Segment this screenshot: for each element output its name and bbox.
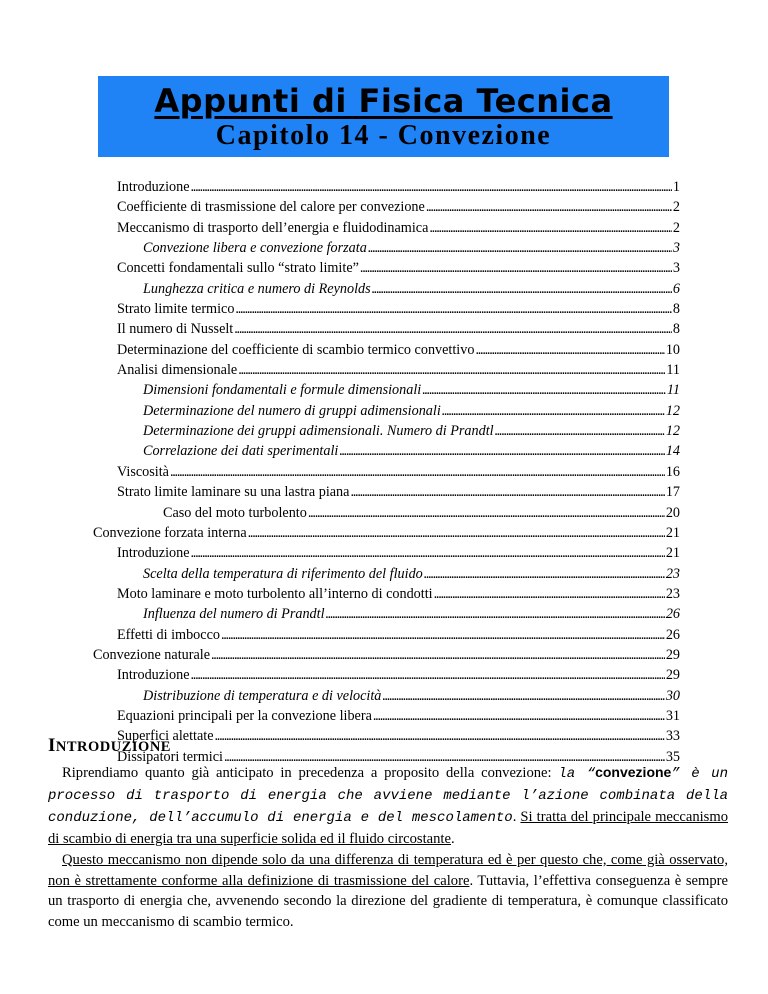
- toc-entry-page: 10: [665, 341, 680, 358]
- toc-entry-label: Superfici alettate: [117, 728, 214, 745]
- toc-entry[interactable]: [93, 403, 680, 423]
- toc-entry-page: 26: [665, 626, 680, 643]
- toc-entry-label: Caso del moto turbolento: [163, 504, 307, 521]
- toc-entry[interactable]: [93, 667, 680, 687]
- toc-leader-dots: [429, 220, 672, 237]
- toc-entry-label: Il numero di Nusselt: [117, 321, 234, 338]
- toc-leader-dots: [339, 443, 664, 460]
- toc-entry-label: Convezione forzata interna: [93, 524, 247, 541]
- toc-entry-page: 2: [672, 219, 680, 236]
- toc-leader-dots: [382, 688, 664, 705]
- toc-leader-dots: [170, 464, 665, 481]
- toc-entry-page: 6: [672, 280, 680, 297]
- toc-leader-dots: [422, 382, 666, 399]
- toc-entry[interactable]: [93, 260, 680, 280]
- toc-entry-label: Influenza del numero di Prandtl: [143, 606, 325, 623]
- toc-entry-page: 23: [665, 565, 680, 582]
- toc-leader-dots: [368, 240, 672, 257]
- toc-entry-page: 12: [665, 402, 680, 419]
- toc-entry[interactable]: [93, 382, 680, 402]
- toc-entry-label: Introduzione: [117, 179, 190, 195]
- toc-entry-page: 21: [665, 545, 680, 562]
- toc-entry[interactable]: [93, 321, 680, 341]
- toc-entry[interactable]: [93, 566, 680, 586]
- toc-leader-dots: [326, 606, 665, 623]
- toc-entry-page: 26: [665, 606, 680, 623]
- toc-leader-dots: [234, 321, 672, 338]
- section-heading: INTRODUZIONE: [48, 735, 171, 756]
- title-banner: [98, 76, 669, 157]
- toc-entry-page: 3: [672, 260, 680, 277]
- toc-entry-page: 23: [665, 585, 680, 602]
- toc-entry-label: Determinazione del coefficiente di scambio termico convettivo: [117, 341, 475, 358]
- toc-entry-label: Scelta della temperatura di riferimento del fluido: [143, 565, 423, 582]
- toc-entry-page: 29: [665, 646, 680, 663]
- paragraph: Questo meccanismo non dipende solo da una differenza di temperatura ed è per questo che, come già osservato, non è strettamente conforme alla definizione di trasmissione del calore. Tuttavia, l’effettiva conseguenza è sempre un trasporto di energia che, avvenendo secondo la direzione del gradiente di temperatura, è comunque classificato come un meccanismo di scambio termico.: [48, 851, 728, 931]
- toc-entry[interactable]: [93, 342, 680, 362]
- toc-leader-dots: [191, 545, 665, 562]
- paragraph: Riprendiamo quanto già anticipato in precedenza a proposito della convezione: la “convezione” è un processo di trasporto di energia che avviene mediante l’azione combinata della conduzione, dell’accumulo di energia e del mescolamento. Si tratta del principale meccanismo di scambio di energia tra una superficie solida ed il fluido circostante.: [48, 764, 729, 847]
- toc-entry-label: Introduzione: [117, 545, 190, 562]
- toc-entry[interactable]: [93, 464, 680, 484]
- toc-entry[interactable]: [93, 627, 680, 647]
- toc-leader-dots: [238, 362, 665, 379]
- toc-entry-label: Strato limite termico: [117, 301, 235, 318]
- toc-leader-dots: [191, 179, 672, 196]
- toc-entry[interactable]: [93, 240, 680, 260]
- toc-entry-page: 35: [665, 748, 680, 765]
- toc-leader-dots: [424, 566, 665, 583]
- toc-entry[interactable]: [93, 647, 680, 667]
- toc-entry-page: 16: [665, 463, 680, 480]
- toc-leader-dots: [373, 708, 665, 725]
- toc-entry[interactable]: [93, 362, 680, 382]
- toc-entry[interactable]: [93, 281, 680, 301]
- toc-leader-dots: [248, 525, 665, 542]
- toc-entry-page: 20: [665, 504, 680, 521]
- toc-entry-label: Meccanismo di trasporto dell’energia e fluidodinamica: [117, 219, 429, 236]
- toc-entry-label: Viscosità: [117, 463, 169, 480]
- toc-leader-dots: [372, 281, 672, 298]
- toc-entry[interactable]: [93, 179, 680, 199]
- toc-entry-page: 3: [672, 240, 680, 257]
- toc-leader-dots: [426, 199, 672, 216]
- toc-leader-dots: [221, 627, 665, 644]
- body-text: [48, 762, 728, 933]
- toc-entry[interactable]: [93, 545, 680, 565]
- toc-leader-dots: [434, 586, 665, 603]
- toc-leader-dots: [442, 403, 665, 420]
- toc-entry[interactable]: [93, 586, 680, 606]
- toc-entry-page: 1: [672, 179, 680, 195]
- toc-entry-page: 12: [665, 423, 680, 440]
- toc-entry-page: 11: [666, 382, 680, 399]
- toc-leader-dots: [475, 342, 664, 359]
- toc-entry[interactable]: [93, 606, 680, 626]
- toc-entry-page: 31: [665, 707, 680, 724]
- toc-entry[interactable]: [93, 505, 680, 525]
- toc-entry-page: 11: [666, 362, 680, 379]
- toc-entry-page: 30: [665, 687, 680, 704]
- toc-entry-page: 21: [665, 524, 680, 541]
- toc-entry-label: Correlazione dei dati sperimentali: [143, 443, 339, 460]
- toc-entry-page: 2: [672, 199, 680, 216]
- toc-leader-dots: [350, 484, 664, 501]
- toc-entry-label: Equazioni principali per la convezione libera: [117, 707, 372, 724]
- toc-leader-dots: [360, 260, 672, 277]
- toc-entry-label: Convezione naturale: [93, 646, 210, 663]
- chapter-title: Capitolo 14 - Convezione: [215, 120, 552, 151]
- toc-entry[interactable]: [93, 199, 680, 219]
- toc-entry-label: Moto laminare e moto turbolento all’interno di condotti: [117, 585, 433, 602]
- toc-entry-label: Determinazione del numero di gruppi adimensionali: [143, 402, 441, 419]
- keyword: convezione: [595, 764, 672, 780]
- toc-leader-dots: [308, 505, 665, 522]
- toc-entry[interactable]: [93, 484, 680, 504]
- toc-leader-dots: [191, 667, 665, 684]
- toc-entry-page: 8: [672, 321, 680, 338]
- toc-entry-label: Coefficiente di trasmissione del calore per convezione: [117, 199, 425, 216]
- toc-entry-page: 17: [665, 484, 680, 501]
- toc-leader-dots: [235, 301, 671, 318]
- toc-entry-page: 14: [665, 443, 680, 460]
- toc-leader-dots: [495, 423, 665, 440]
- table-of-contents: [93, 179, 680, 769]
- toc-entry-label: Concetti fondamentali sullo “strato limite”: [117, 260, 359, 277]
- toc-entry-label: Convezione libera e convezione forzata: [143, 240, 367, 257]
- toc-entry-page: 33: [665, 728, 680, 745]
- toc-entry-label: Dissipatori termici: [117, 748, 223, 765]
- toc-entry[interactable]: [93, 220, 680, 240]
- document-title: Appunti di Fisica Tecnica: [154, 82, 613, 120]
- toc-entry[interactable]: [93, 301, 680, 321]
- toc-entry[interactable]: [93, 443, 680, 463]
- toc-entry[interactable]: [93, 728, 680, 748]
- toc-entry-label: Introduzione: [117, 667, 190, 684]
- toc-entry-label: Dimensioni fondamentali e formule dimensionali: [143, 382, 422, 399]
- toc-leader-dots: [215, 728, 665, 745]
- toc-entry-label: Distribuzione di temperatura e di velocità: [143, 687, 382, 704]
- toc-entry[interactable]: [93, 423, 680, 443]
- toc-entry[interactable]: [93, 688, 680, 708]
- toc-entry-label: Strato limite laminare su una lastra piana: [117, 484, 350, 501]
- toc-entry[interactable]: [93, 708, 680, 728]
- toc-entry-label: Determinazione dei gruppi adimensionali. Numero di Prandtl: [143, 423, 494, 440]
- toc-entry-label: Analisi dimensionale: [117, 362, 238, 379]
- toc-entry-label: Effetti di imbocco: [117, 626, 220, 643]
- toc-leader-dots: [211, 647, 665, 664]
- toc-entry-page: 29: [665, 667, 680, 684]
- toc-entry[interactable]: [93, 525, 680, 545]
- toc-entry-page: 8: [672, 301, 680, 318]
- toc-entry-label: Lunghezza critica e numero di Reynolds: [143, 280, 371, 297]
